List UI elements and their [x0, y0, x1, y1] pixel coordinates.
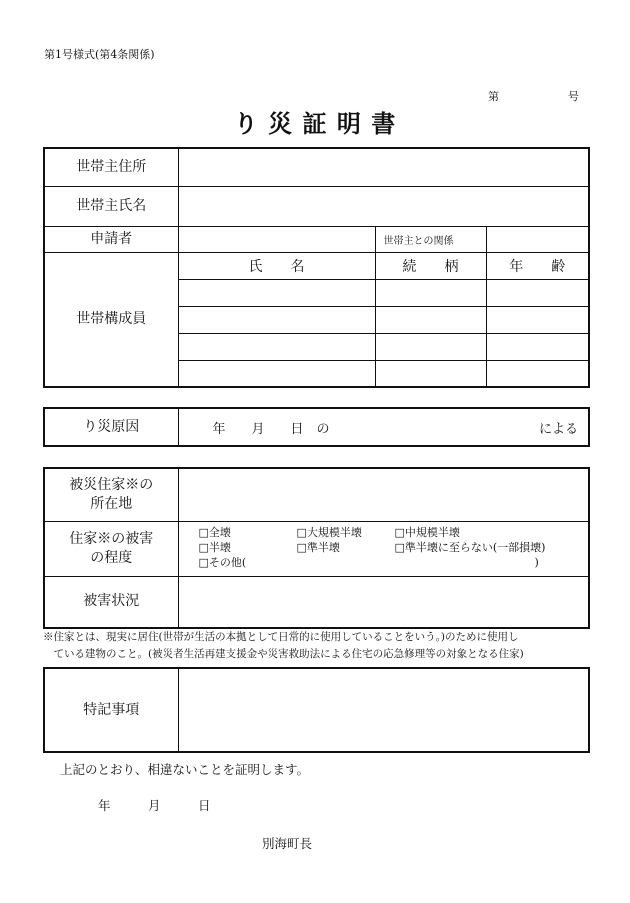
member-name-cell[interactable]: [178, 306, 375, 333]
household-address-field[interactable]: [178, 148, 589, 186]
member-relation-cell[interactable]: [375, 333, 486, 360]
damage-degree-label-line2: の程度: [90, 549, 133, 566]
damage-status-label: 被害状況: [44, 576, 178, 628]
cause-suffix: による: [538, 421, 578, 437]
issue-date-line: 年 月 日: [98, 798, 211, 813]
certification-statement: 上記のとおり、相違ないことを証明します。: [60, 762, 310, 777]
checkbox-half-collapse[interactable]: □半壊: [198, 540, 231, 554]
relation-to-head-field[interactable]: [486, 226, 589, 252]
member-age-cell[interactable]: [486, 360, 589, 387]
member-age-cell[interactable]: [486, 306, 589, 333]
member-relation-cell[interactable]: [375, 279, 486, 306]
household-address-label: 世帯主住所: [44, 148, 178, 186]
member-age-cell[interactable]: [486, 279, 589, 306]
special-notes-field[interactable]: [178, 668, 589, 752]
cause-date-text: 年 月 日 の: [212, 421, 330, 437]
relation-to-head-label: 世帯主との関係: [375, 226, 486, 252]
member-name-cell[interactable]: [178, 279, 375, 306]
member-relation-cell[interactable]: [375, 360, 486, 387]
number-label-go: 号: [568, 90, 579, 103]
members-col-age: 年 齢: [486, 252, 589, 279]
checkbox-other[interactable]: □その他(: [198, 555, 247, 569]
damage-table: [43, 467, 590, 629]
checkbox-medium-half-collapse[interactable]: □中規模半壊: [394, 525, 460, 539]
member-name-cell[interactable]: [178, 333, 375, 360]
household-head-name-field[interactable]: [178, 186, 589, 226]
other-close-paren: ): [534, 555, 539, 569]
dwelling-note: ※住家とは、現実に居住(世帯が生活の本拠として日常的に使用していることをいう。)のために使用し ている建物のこと。(被災者生活再建支援金や災害救助法による住宅の応急修理等の対象となる住家): [43, 631, 524, 660]
household-head-name-label: 世帯主氏名: [44, 186, 178, 226]
damage-status-field[interactable]: [178, 576, 589, 628]
cause-label: り災原因: [44, 408, 178, 446]
document-title: り 災 証 明 書: [233, 109, 397, 138]
member-age-cell[interactable]: [486, 333, 589, 360]
household-members-label: 世帯構成員: [44, 252, 178, 387]
checkbox-total-collapse[interactable]: □全壊: [198, 525, 231, 539]
location-label: [44, 468, 178, 521]
members-col-name: 氏 名: [178, 252, 375, 279]
damage-options: [178, 521, 589, 576]
issuer-mayor: 別海町長: [262, 836, 313, 851]
applicant-label: 申請者: [44, 226, 178, 252]
special-notes-table: [43, 667, 590, 753]
member-name-cell[interactable]: [178, 360, 375, 387]
special-notes-label: 特記事項: [44, 668, 178, 752]
cause-table: [43, 407, 590, 447]
damage-degree-label-line1: 住家※の被害: [69, 530, 154, 547]
checkbox-partial-damage[interactable]: □準半壊に至らない(一部損壊): [394, 540, 546, 554]
cause-field[interactable]: [178, 408, 589, 446]
location-field[interactable]: [178, 468, 589, 521]
form-reference: 第1号様式(第4条関係): [44, 48, 155, 61]
member-relation-cell[interactable]: [375, 306, 486, 333]
number-label-dai: 第: [488, 90, 499, 103]
household-table: [43, 147, 590, 388]
damage-degree-label: [44, 521, 178, 576]
applicant-field[interactable]: [178, 226, 375, 252]
location-label-line2: 所在地: [90, 495, 133, 512]
checkbox-quasi-half-collapse[interactable]: □準半壊: [296, 540, 340, 554]
members-col-relation: 続 柄: [375, 252, 486, 279]
checkbox-large-half-collapse[interactable]: □大規模半壊: [296, 525, 362, 539]
location-label-line1: 被災住家※の: [69, 476, 154, 493]
